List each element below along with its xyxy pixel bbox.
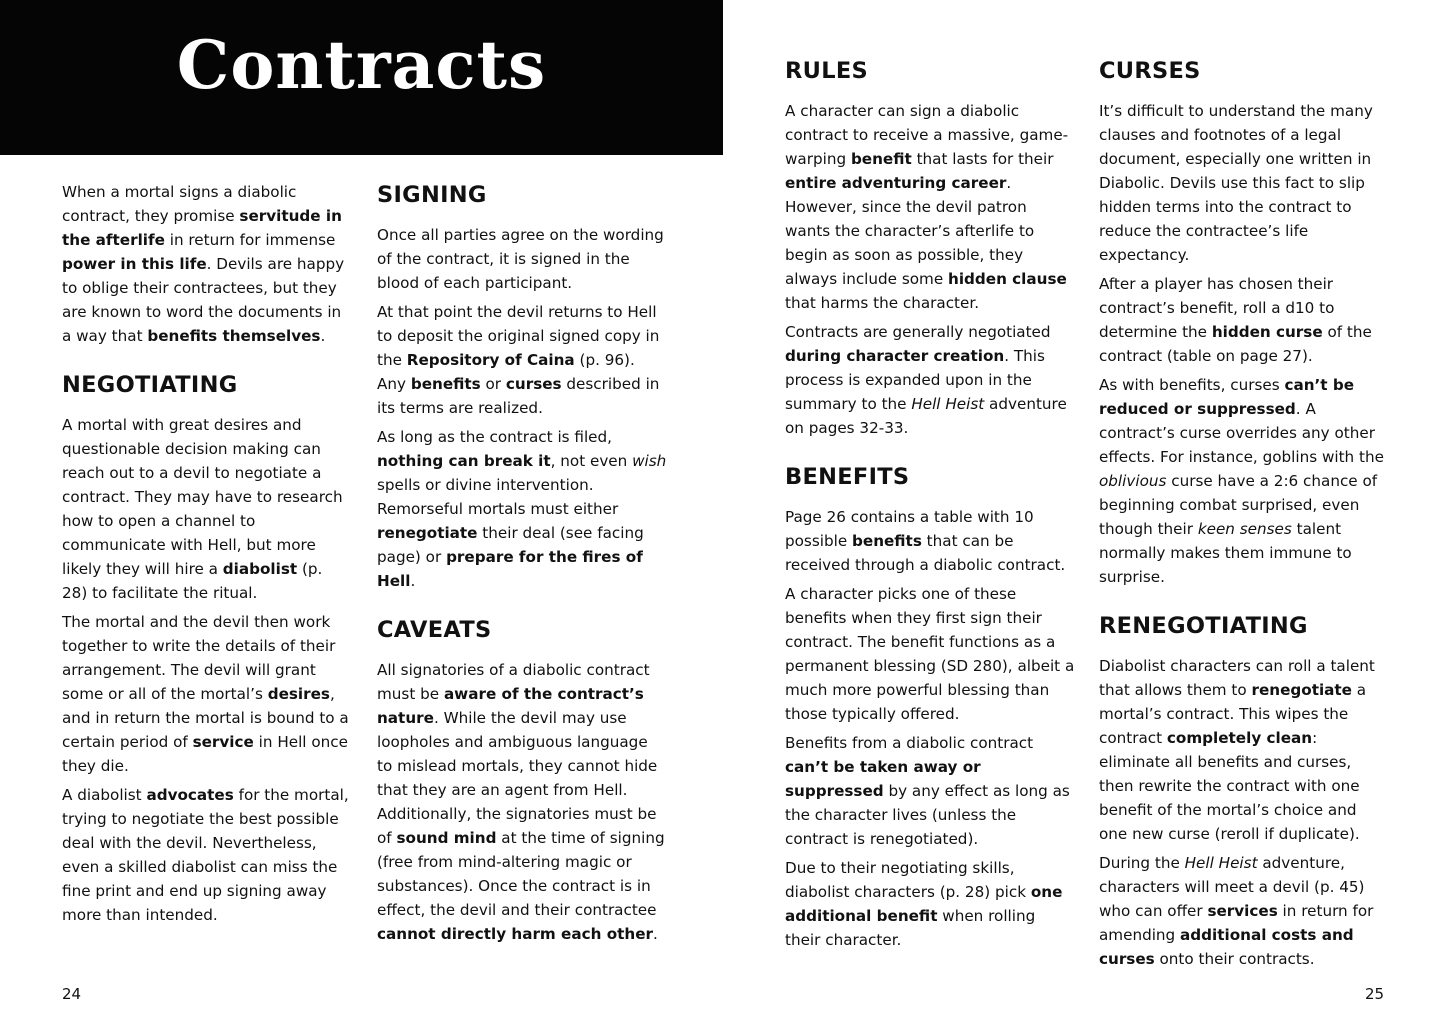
bold-term: benefits xyxy=(852,532,922,550)
page-number-right: 25 xyxy=(1365,985,1385,1003)
bold-term: diabolist xyxy=(222,560,298,578)
bold-term: benefit xyxy=(850,150,912,168)
italic-term: wish xyxy=(632,452,667,470)
chapter-title: Contracts xyxy=(176,26,547,104)
italic-term: oblivious xyxy=(1099,472,1167,490)
bold-term: advocates xyxy=(146,786,234,804)
bold-term: cannot directly harm each other xyxy=(377,925,653,943)
italic-term: keen senses xyxy=(1197,520,1292,538)
column-1 xyxy=(62,180,352,932)
bold-term: during character creation xyxy=(785,347,1005,365)
body-paragraph: As long as the contract is filed, nothing can break it, not even wish spells or divine intervention. Remorseful mortals must either renegotiate their deal (see facing page) or prepare for the fires of Hell. xyxy=(377,428,667,590)
caveats-body xyxy=(377,658,667,946)
curses-body xyxy=(1099,99,1389,589)
bold-term: Repository of Caina xyxy=(406,351,575,369)
bold-term: desires xyxy=(267,685,330,703)
body-paragraph: A mortal with great desires and questionable decision making can reach out to a devil to negotiate a contract. They may have to research how to open a channel to communicate with Hell, but more likely they will hire a diabolist (p. 28) to facilitate the ritual. xyxy=(62,416,343,602)
body-paragraph: Contracts are generally negotiated during character creation. This process is expanded upon in the summary to the Hell Heist adventure on pages 32-33. xyxy=(785,323,1067,437)
body-paragraph: A character can sign a diabolic contract to receive a massive, game-warping benefit that lasts for their entire adventuring career. However, since the devil patron wants the character’s afterlife to begin as soon as possible, they always include some hidden clause that harms the character. xyxy=(785,102,1069,312)
bold-term: benefits xyxy=(410,375,481,393)
body-paragraph: Benefits from a diabolic contract can’t be taken away or suppressed by any effect as long as the character lives (unless the contract is renegotiated). xyxy=(785,734,1070,848)
bold-term: prepare for the fires of Hell xyxy=(377,548,643,590)
bold-term: service xyxy=(192,733,254,751)
body-paragraph: Diabolist characters can roll a talent that allows them to renegotiate a mortal’s contract. This wipes the contract completely clean: eliminate all benefits and curses, then rewrite the contract with one benefit of the mortal’s choice and one new curse (reroll if duplicate). xyxy=(1099,657,1375,843)
body-paragraph: Page 26 contains a table with 10 possible benefits that can be received through a diabolic contract. xyxy=(785,508,1066,574)
body-paragraph: After a player has chosen their contract’s benefit, roll a d10 to determine the hidden curse of the contract (table on page 27). xyxy=(1099,275,1372,365)
bold-term: hidden clause xyxy=(948,270,1067,288)
rules-body xyxy=(785,99,1075,440)
body-paragraph: The mortal and the devil then work together to write the details of their arrangement. The devil will grant some or all of the mortal’s desires, and in return the mortal is bound to a certain period of service in Hell once they die. xyxy=(62,613,349,775)
bold-term: one additional benefit xyxy=(785,883,1063,925)
body-paragraph: As with benefits, curses can’t be reduced or suppressed. A contract’s curse overrides any other effects. For instance, goblins with the oblivious curse have a 2:6 chance of beginning combat surprised, even though their keen senses talent normally makes them immune to surprise. xyxy=(1099,376,1384,586)
bold-term: renegotiate xyxy=(1251,681,1352,699)
body-paragraph: During the Hell Heist adventure, characters will meet a devil (p. 45) who can offer services in return for amending additional costs and curses onto their contracts. xyxy=(1099,854,1374,968)
rules-heading: RULES xyxy=(785,58,869,84)
benefits-body xyxy=(785,505,1075,952)
bold-term: entire adventuring career xyxy=(785,174,1007,192)
body-paragraph: All signatories of a diabolic contract must be aware of the contract’s nature. While the devil may use loopholes and ambiguous language to mislead mortals, they cannot hide that they are an agent from Hell. Additionally, the signatories must be of sound mind at the time of signing (free from mind-altering magic or substances). Once the contract is in effect, the devil and their contractee cannot directly harm each other. xyxy=(377,661,665,943)
body-paragraph: A diabolist advocates for the mortal, trying to negotiate the best possible deal with the devil. Nevertheless, even a skilled diabolist can miss the fine print and end up signing away more than intended. xyxy=(62,786,349,924)
italic-term: Hell Heist xyxy=(1184,854,1258,872)
bold-term: servitude in the afterlife xyxy=(62,207,342,249)
bold-term: services xyxy=(1207,902,1278,920)
column-2 xyxy=(377,181,667,951)
body-paragraph: At that point the devil returns to Hell to deposit the original signed copy in the Repository of Caina (p. 96). Any benefits or curses described in its terms are realized. xyxy=(377,303,660,417)
renegotiating-body xyxy=(1099,654,1389,971)
signing-body xyxy=(377,223,667,593)
bold-term: aware of the contract’s nature xyxy=(377,685,644,727)
body-paragraph: Due to their negotiating skills, diabolist characters (p. 28) pick one additional benefit when rolling their character. xyxy=(785,859,1063,949)
caveats-heading: CAVEATS xyxy=(377,617,492,643)
bold-term: renegotiate xyxy=(377,524,478,542)
bold-term: benefits themselves xyxy=(147,327,321,345)
bold-term: power in this life xyxy=(62,255,207,273)
bold-term: can’t be reduced or suppressed xyxy=(1099,376,1355,418)
bold-term: can’t be taken away or suppressed xyxy=(785,758,981,800)
renegotiating-heading: RENEGOTIATING xyxy=(1099,613,1308,639)
bold-term: sound mind xyxy=(396,829,497,847)
bold-term: completely clean xyxy=(1166,729,1313,747)
italic-term: Hell Heist xyxy=(911,395,985,413)
body-paragraph: A character picks one of these benefits when they first sign their contract. The benefit functions as a permanent blessing (SD 280), albeit a much more powerful blessing than those typically offered. xyxy=(785,585,1075,723)
curses-heading: CURSES xyxy=(1099,58,1201,84)
body-paragraph: It’s difficult to understand the many clauses and footnotes of a legal document, especially one written in Diabolic. Devils use this fact to slip hidden terms into the contract to reduce the contractee’s life expectancy. xyxy=(1099,102,1373,264)
title-banner xyxy=(0,0,723,155)
benefits-heading: BENEFITS xyxy=(785,464,910,490)
column-3 xyxy=(785,57,1075,957)
page-number-left: 24 xyxy=(62,985,82,1003)
bold-term: hidden curse xyxy=(1211,323,1323,341)
column-4 xyxy=(1099,57,1389,976)
bold-term: additional costs and curses xyxy=(1099,926,1354,968)
negotiating-heading: NEGOTIATING xyxy=(62,372,238,398)
intro-paragraph: When a mortal signs a diabolic contract, they promise servitude in the afterlife in return for immense power in this life. Devils are happy to oblige their contractees, but they are known to word the documents in a way that benefits themselves. xyxy=(62,183,345,345)
body-paragraph: Once all parties agree on the wording of the contract, it is signed in the blood of each participant. xyxy=(377,226,664,292)
bold-term: curses xyxy=(505,375,562,393)
bold-term: nothing can break it xyxy=(377,452,551,470)
negotiating-body xyxy=(62,413,352,927)
signing-heading: SIGNING xyxy=(377,182,487,208)
